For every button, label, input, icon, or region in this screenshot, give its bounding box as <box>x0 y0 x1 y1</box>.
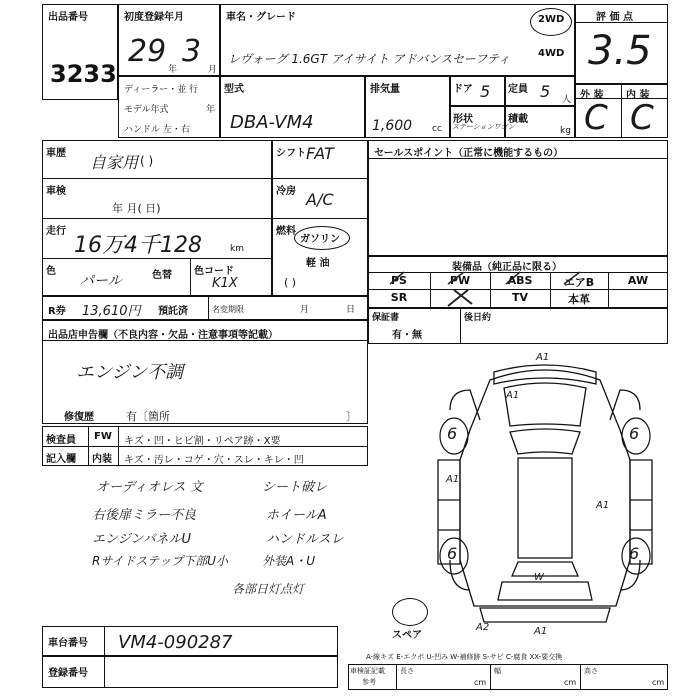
doors-value: 5 <box>480 82 491 101</box>
equip-pw: PW <box>449 274 471 287</box>
cooling-label: 冷房 <box>276 186 296 197</box>
deadline-label: 車検証記載 <box>350 667 385 675</box>
repair-value: 有〔箇所 <box>126 410 170 423</box>
shape-value: ステーションワゴン <box>452 123 515 131</box>
title-deadline-label: 名変期限 <box>212 305 244 314</box>
damage-mark-left: A1 <box>446 474 460 485</box>
grade-label: 評 価 点 <box>596 12 633 23</box>
history-paren: ( ) <box>140 154 154 168</box>
inspection-value: 年 月( 日) <box>112 202 161 215</box>
rear-window <box>512 562 578 576</box>
inspector-row1-items: キズ・凹・ヒビ割・リペア跡・X要 <box>124 436 281 447</box>
color-label: 色 <box>46 266 56 277</box>
check-pw <box>448 272 464 284</box>
displacement-label: 排気量 <box>370 84 400 95</box>
scribble-mark <box>448 290 472 306</box>
fuel-paren: ( ) <box>284 276 297 289</box>
damage-mark-hood: A1 <box>506 390 520 401</box>
width-unit: cm <box>564 678 577 687</box>
width-label: 幅 <box>494 667 501 675</box>
exterior-label: 外 装 <box>580 90 604 101</box>
warranty-value: 有・無 <box>392 330 422 341</box>
handle-label: ハンドル 左・右 <box>124 125 190 135</box>
length-unit: cm <box>474 678 487 687</box>
height-unit: cm <box>652 678 665 687</box>
drive-4wd: 4WD <box>538 48 565 59</box>
model-year-label: モデル年式 <box>124 105 169 115</box>
notes-label: 出品店申告欄（不良内容・欠品・注意事項等記載） <box>48 330 278 341</box>
remark-1: オーディオレス 文 <box>96 480 203 495</box>
warranty-label: 保証書 <box>372 313 400 323</box>
sales-points-label: セールスポイント（正常に機能するもの） <box>374 148 564 159</box>
fuel-label: 燃料 <box>276 226 296 237</box>
shape-label: 形状 <box>453 114 473 125</box>
equipment-label: 装備品（純正品に限る） <box>452 262 562 273</box>
drive-2wd: 2WD <box>538 14 565 25</box>
tire-mark-rr: 6 <box>629 544 640 563</box>
reg-label: 登録番号 <box>48 668 88 679</box>
model-type-value: DBA-VM4 <box>230 112 314 133</box>
check-ps <box>390 272 404 284</box>
chassis-value: VM4-090287 <box>118 632 233 653</box>
inspection-label: 車検 <box>46 186 66 197</box>
exterior-value: C <box>584 98 608 138</box>
check-marks <box>368 270 668 310</box>
remark-6: ハンドルスレ <box>266 532 344 547</box>
shift-value: FAT <box>306 144 334 163</box>
damage-mark-rear-right: A1 <box>534 626 548 637</box>
remark-2: シート破レ <box>262 480 328 495</box>
load-unit: kg <box>560 126 571 136</box>
first-reg-month: 3 <box>182 34 202 69</box>
first-reg-year: 29 <box>128 34 167 69</box>
color-code-label: 色コード <box>194 266 234 277</box>
tire-mark-fr: 6 <box>629 424 640 443</box>
history-label: 車歴 <box>46 148 66 159</box>
fuel-diesel: 軽 油 <box>306 258 330 269</box>
car-body-outline <box>460 370 630 606</box>
repair-label: 修復歴 <box>64 412 94 423</box>
damage-mark-rear-left: A2 <box>476 622 490 633</box>
remark-4: ホイールA <box>266 508 327 523</box>
cooling-value: A/C <box>306 190 334 209</box>
tire-mark-fl: 6 <box>447 424 458 443</box>
equip-tv: TV <box>511 291 529 304</box>
chassis-label: 車台番号 <box>48 638 88 649</box>
remark-7: Rサイドステップ下部U小 <box>92 554 228 568</box>
height-label: 高さ <box>584 667 598 675</box>
color-change-label: 色替 <box>152 270 172 281</box>
model-year-unit: 年 <box>206 105 216 115</box>
car-diagram <box>420 350 670 640</box>
owner-label: 後日約 <box>464 313 492 323</box>
check-abs <box>506 272 520 284</box>
remark-5: エンジンパネルU <box>92 532 191 547</box>
equip-airbag: エアB <box>563 276 595 289</box>
remark-9: 各部日灯点灯 <box>232 582 305 596</box>
recycle-value: 13,610円 <box>82 304 141 319</box>
car-name-value: レヴォーグ 1.6GT アイサイト アドバンスセーフティ <box>228 52 511 66</box>
lot-number: 3233 <box>50 60 117 88</box>
windshield <box>510 429 580 454</box>
equip-leather: 本革 <box>568 293 590 306</box>
spare-tire-icon <box>392 598 428 626</box>
damage-mark-front: A1 <box>536 352 550 363</box>
mileage-label: 走行 <box>46 226 66 237</box>
recycle-label: R券 <box>48 306 66 317</box>
notes-text: エンジン不調 <box>76 362 184 383</box>
month-unit: 月 <box>208 65 218 75</box>
legend: A-線キズ E-エクボ U-凹み W-補修跡 S-サビ C-腐食 XX-要交換 <box>366 653 563 661</box>
roof <box>518 458 572 558</box>
capacity-unit: 人 <box>562 95 572 105</box>
year-unit: 年 <box>168 65 178 75</box>
capacity-label: 定員 <box>508 84 528 95</box>
history-value: 自家用 <box>90 153 139 172</box>
inspector-row2-head: 内装 <box>92 454 112 465</box>
damage-mark-right: A1 <box>596 500 610 511</box>
displacement-value: 1,600 <box>372 118 413 134</box>
load-label: 積載 <box>508 114 528 125</box>
equip-sr: SR <box>390 291 408 304</box>
rear-hatch <box>498 582 592 600</box>
grade-value: 3.5 <box>588 28 652 74</box>
first-reg-label: 初度登録年月 <box>124 12 184 23</box>
color-value: パール <box>80 273 122 289</box>
equip-aw: AW <box>627 274 649 287</box>
equip-ps: PS <box>391 274 407 287</box>
inspector-label-2: 記入欄 <box>46 454 76 465</box>
rear-bumper <box>480 608 610 622</box>
check-airbag <box>564 272 580 284</box>
mileage-value: 16万4千128 <box>74 233 202 258</box>
remark-8: 外装A・U <box>262 554 315 568</box>
displacement-unit: cc <box>432 124 442 134</box>
inspector-label-1: 検査員 <box>46 435 76 446</box>
interior-value: C <box>630 98 654 138</box>
inspector-row2-items: キズ・汚レ・コゲ・穴・スレ・キレ・凹 <box>124 455 304 466</box>
equip-abs: ABS <box>507 274 533 287</box>
repair-close: 〕 <box>346 410 357 423</box>
capacity-value: 5 <box>540 82 551 101</box>
title-deadline-month: 月 <box>300 305 310 315</box>
color-code-value: K1X <box>212 276 238 291</box>
shift-label: シフト <box>276 148 306 159</box>
mileage-unit: km <box>230 244 244 254</box>
recycle-status: 預託済 <box>158 306 188 317</box>
model-type-label: 型式 <box>224 84 244 95</box>
doors-label: ドア <box>453 84 473 95</box>
tire-mark-rl: 6 <box>447 544 458 563</box>
spare-label: スペア <box>392 630 422 641</box>
car-name-label: 車名・グレード <box>226 12 296 23</box>
lot-label: 出品番号 <box>48 12 88 23</box>
length-label: 長さ <box>400 667 414 675</box>
interior-label: 内 装 <box>626 90 650 101</box>
damage-mark-rear-door: W <box>534 572 544 583</box>
inspector-row1-head: FW <box>94 431 112 442</box>
fuel-gasoline: ガソリン <box>300 234 340 245</box>
ref-label: 参考 <box>362 678 376 686</box>
title-deadline-day: 日 <box>346 305 356 315</box>
dealer-label: ディーラー・並 行 <box>124 85 199 95</box>
remark-3: 右後扉ミラー不良 <box>92 508 197 523</box>
